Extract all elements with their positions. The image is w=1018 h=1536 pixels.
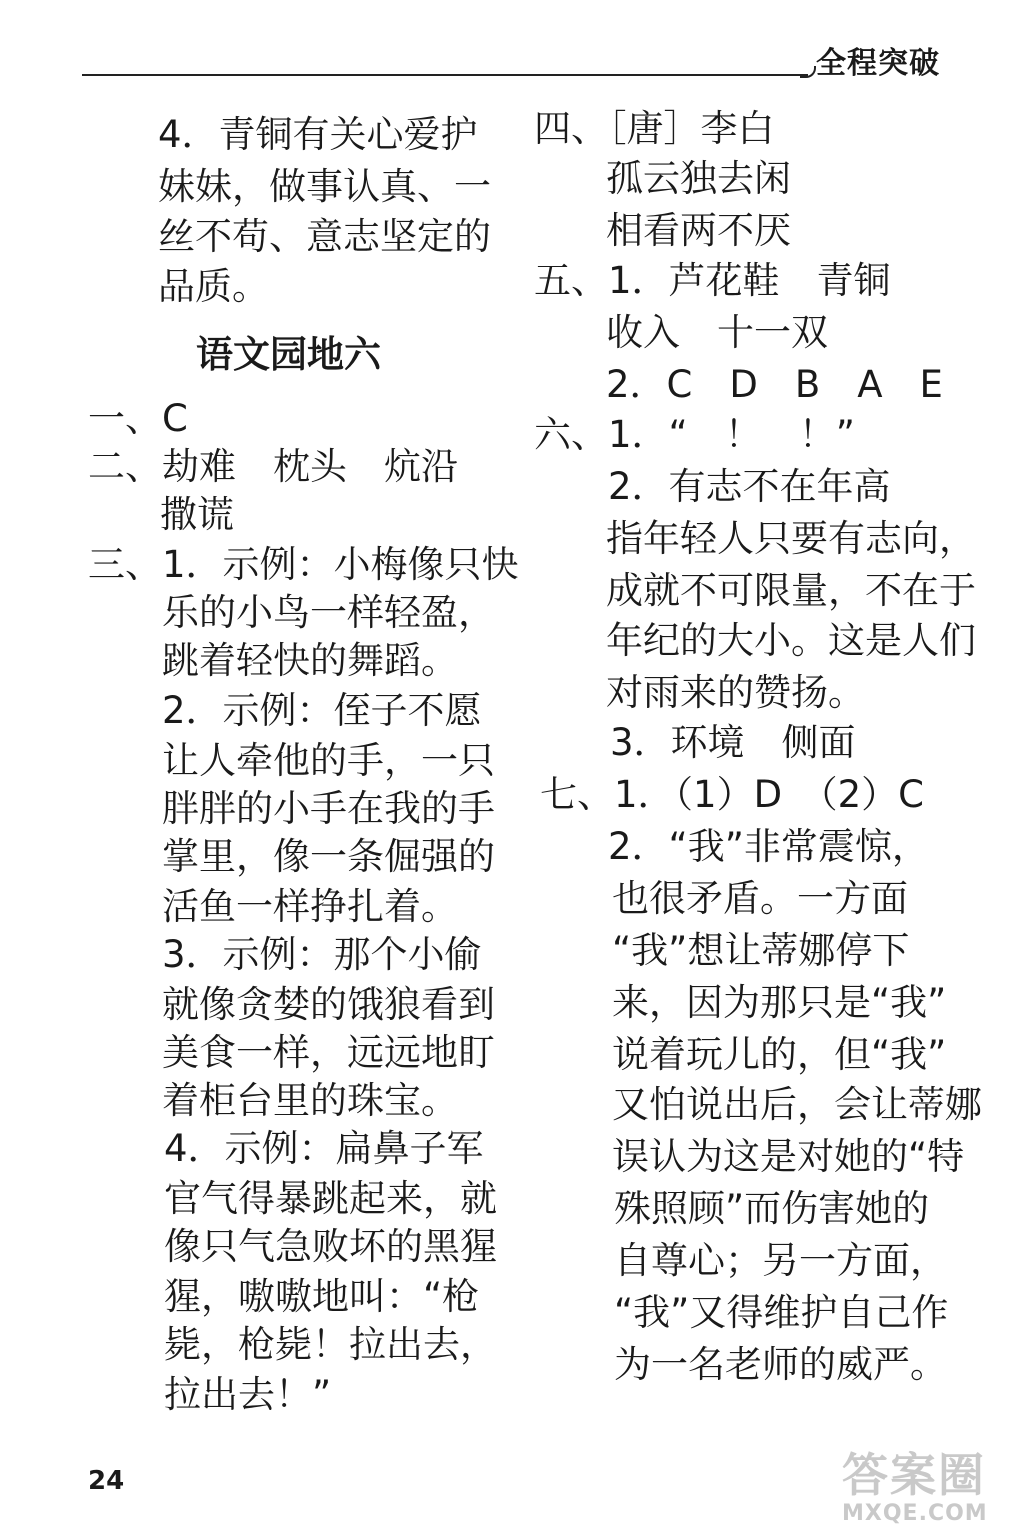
answer-line: 猩，嗷嗷地叫：“枪 — [164, 1275, 480, 1318]
answer-line: “我”想让蒂娜停下 — [612, 929, 910, 972]
answer-line: 4．青铜有关心爱护 — [158, 113, 478, 156]
answer-line: 二、劫难 枕头 炕沿 — [88, 445, 458, 488]
answer-line: 殊照顾”而伤害她的 — [614, 1187, 930, 1230]
answer-line: 误认为这是对她的“特 — [612, 1135, 965, 1178]
answer-line: 对雨来的赞扬。 — [606, 671, 865, 714]
answer-line: 毙，枪毙！拉出去， — [164, 1323, 497, 1366]
answer-line: 2．C D B A E — [606, 363, 943, 406]
answer-line: 成就不可限量，不在于 — [606, 569, 976, 612]
page-number: 24 — [88, 1466, 125, 1496]
answer-line: 也很矛盾。一方面 — [612, 877, 908, 920]
answer-line: 就像贪婪的饿狼看到 — [162, 983, 495, 1026]
watermark — [842, 1448, 1002, 1528]
answer-line: 掌里，像一条倔强的 — [162, 835, 495, 878]
answer-line: 孤云独去闲 — [606, 157, 791, 200]
answer-line: 像只气急败坏的黑猩 — [164, 1225, 497, 1268]
header-rule — [82, 74, 808, 76]
answer-line: 拉出去！” — [164, 1373, 332, 1416]
answer-line: 一、C — [88, 397, 188, 440]
answer-line: 3．示例：那个小偷 — [162, 933, 482, 976]
answer-line: 四、［唐］李白 — [534, 107, 775, 150]
answer-line: 胖胖的小手在我的手 — [162, 787, 495, 830]
answer-line: 指年轻人只要有志向， — [606, 517, 976, 560]
answer-line: 品质。 — [158, 265, 269, 308]
answer-line: 自尊心；另一方面， — [614, 1239, 947, 1282]
answer-line: 年纪的大小。这是人们 — [606, 619, 976, 662]
answer-line: 为一名老师的威严。 — [614, 1343, 947, 1386]
answer-line: “我”又得维护自己作 — [614, 1291, 949, 1334]
answer-line: 跳着轻快的舞蹈。 — [162, 639, 458, 682]
answer-line: 五、1．芦花鞋 青铜 — [534, 259, 891, 302]
answer-line: 3．环境 侧面 — [610, 721, 856, 764]
answer-line: 妹妹，做事认真、一 — [158, 165, 491, 208]
answer-line: 收入 十一双 — [606, 311, 828, 354]
answer-line: 美食一样，远远地盯 — [162, 1031, 495, 1074]
answer-line: 2．示例：侄子不愿 — [162, 689, 482, 732]
answer-line: 着柜台里的珠宝。 — [162, 1079, 458, 1122]
watermark-url: MXQE.COM — [842, 1501, 988, 1526]
answer-line: 乐的小鸟一样轻盈， — [162, 591, 495, 634]
answer-line: 官气得暴跳起来，就 — [164, 1177, 497, 1220]
answer-line: 七、1．（1）D （2）C — [540, 773, 924, 816]
header-title: 全程突破 — [816, 46, 940, 81]
section-title: 语文园地六 — [196, 333, 381, 376]
answer-line: 活鱼一样挣扎着。 — [162, 885, 458, 928]
answer-line: 2．有志不在年高 — [608, 465, 891, 508]
answer-line: 撒谎 — [160, 493, 234, 536]
answer-line: 2．“我”非常震惊， — [608, 825, 929, 868]
answer-line: 又怕说出后，会让蒂娜 — [612, 1083, 982, 1126]
answer-line: 让人牵他的手，一只 — [162, 739, 495, 782]
answer-line: 六、1．“ ！ ！” — [534, 413, 855, 456]
answer-line: 相看两不厌 — [606, 209, 791, 252]
watermark-text: 答案圈 — [842, 1448, 986, 1502]
answer-line: 来，因为那只是“我” — [612, 981, 947, 1024]
answer-line: 说着玩儿的，但“我” — [612, 1033, 947, 1076]
answer-line: 丝不苟、意志坚定的 — [158, 215, 491, 258]
answer-line: 三、1．示例：小梅像只快 — [88, 543, 519, 586]
header-rule-hook — [800, 66, 816, 78]
answer-line: 4．示例：扁鼻子军 — [164, 1127, 484, 1170]
